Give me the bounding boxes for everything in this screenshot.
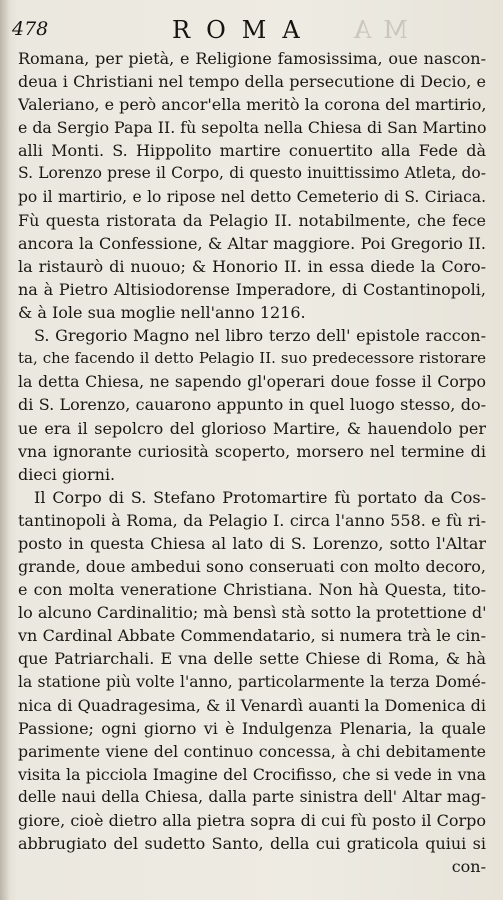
text-line: alli Monti. S. Hippolito martire conuertito alla Fede dà xyxy=(18,141,486,161)
text-line: deua i Christiani nel tempo della persecutione di Decio, e xyxy=(18,72,486,92)
running-title: ROMA xyxy=(172,16,316,44)
text-line: S. Gregorio Magno nel libro terzo dell' epistole raccon- xyxy=(34,326,486,346)
text-line: Valeriano, e però ancor'ella meritò la corona del martirio, xyxy=(18,95,486,115)
text-line: Passione; ogni giorno vi è Indulgenza Plenaria, la quale xyxy=(18,718,486,738)
text-line: la statione più volte l'anno, particolarmente la terza Domé- xyxy=(18,672,486,691)
text-line: Fù questa ristorata da Pelagio II. notabilmente, che fece xyxy=(18,210,486,230)
text-line: con- xyxy=(451,857,486,877)
text-line: dieci giorni. xyxy=(18,464,116,484)
text-line: Il Corpo di S. Stefano Protomartire fù portato da Cos- xyxy=(34,487,486,507)
text-line: e da Sergio Papa II. fù sepolta nella Chiesa di San Martino xyxy=(18,118,486,138)
text-line: di S. Lorenzo, cauarono appunto in quel luogo stesso, do- xyxy=(18,395,486,415)
text-line: abbrugiato del sudetto Santo, della cui graticola quiui si xyxy=(18,834,486,854)
text-line: la detta Chiesa, ne sapendo gl'operari doue fosse il Corpo xyxy=(18,372,486,392)
page-number: 478 xyxy=(12,18,49,40)
text-line: & à Iole sua moglie nell'anno 1216. xyxy=(18,303,306,323)
text-line: tantinopoli à Roma, da Pelagio I. circa l'anno 558. e fù ri- xyxy=(18,510,486,530)
gutter-shadow xyxy=(0,0,10,900)
text-line: posto in questa Chiesa al lato di S. Lorenzo, sotto l'Altar xyxy=(18,533,486,553)
text-line: vn Cardinal Abbate Commendatario, si numera trà le cin- xyxy=(18,626,486,646)
text-line: lo alcuno Cardinalitio; mà bensì stà sotto la protettione d' xyxy=(18,603,486,623)
bleed-through-text: MA xyxy=(342,16,408,44)
text-line: que Patriarchali. E vna delle sette Chiese di Roma, & hà xyxy=(18,649,486,669)
text-line: vna ignorante curiosità scoperto, morsero nel termine di xyxy=(18,441,486,461)
running-head xyxy=(12,16,494,46)
text-line: ue era il sepolcro del glorioso Martire, & hauendolo per xyxy=(18,418,486,438)
text-line: Romana, per pietà, e Religione famosissima, oue nascon- xyxy=(18,49,486,68)
text-line: grande, doue ambedui sono conseruati con molto decoro, xyxy=(18,557,486,577)
text-line: S. Lorenzo prese il Corpo, di questo inuittissimo Atleta, do- xyxy=(18,164,486,183)
text-line: delle naui della Chiesa, dalla parte sinistra dell' Altar mag- xyxy=(18,788,486,806)
text-line: ta, che facendo il detto Pelagio II. suo predecessore ristorare xyxy=(18,349,486,368)
text-line: po il martirio, e lo ripose nel detto Cemeterio di S. Ciriaca. xyxy=(18,187,486,206)
text-line: giore, cioè dietro alla pietra sopra di cui fù posto il Corpo xyxy=(18,811,486,831)
text-line: ancora la Confessione, & Altar maggiore. Poi Gregorio II. xyxy=(18,233,486,253)
text-line: parimente viene del continuo concessa, à chi debitamente xyxy=(18,741,486,761)
text-line: visita la picciola Imagine del Crocifisso, che si vede in vna xyxy=(18,764,486,784)
text-line: e con molta veneratione Christiana. Non hà Questa, tito- xyxy=(18,580,486,600)
text-line: nica di Quadragesima, & il Venardì auanti la Domenica di xyxy=(18,695,486,715)
text-line: la ristaurò di nuouo; & Honorio II. in essa diede la Coro- xyxy=(18,256,486,276)
body-text xyxy=(18,47,486,878)
text-line: na à Pietro Altisiodorense Imperadore, di Costantinopoli, xyxy=(18,279,486,299)
